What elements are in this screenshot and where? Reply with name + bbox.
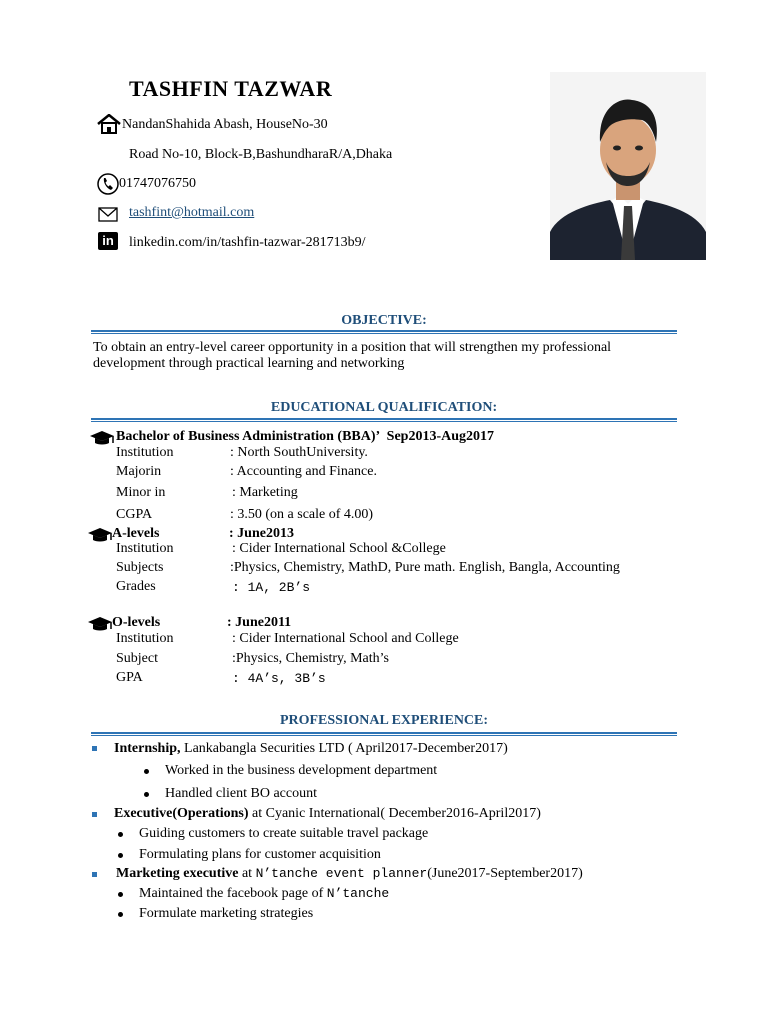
bba-title: Bachelor of Business Administration (BBA)’ [116,429,380,444]
bba-dates: Sep2013-Aug2017 [386,429,495,444]
objective-heading: OBJECTIVE: [341,313,427,328]
address-line-1: NandanShahida Abash, HouseNo-30 [122,117,328,132]
square-bullet-icon [92,812,97,817]
job3-point-1: Maintained the facebook page of [139,886,327,901]
round-bullet-icon [144,792,149,797]
bba-minor-value: : Marketing [232,485,298,500]
alevels-title: A-levels [112,526,160,541]
education-rule [91,418,677,422]
profile-photo [550,72,706,260]
bba-cgpa-value: : 3.50 (on a scale of 4.00) [230,507,374,522]
job2-role: Executive(Operations) [114,806,249,821]
job2-detail: at Cyanic International( December2016-April2017) [248,806,541,821]
job1-point-1: Worked in the business development department [165,763,438,778]
alevels-institution-label: Institution [116,541,174,556]
graduation-cap-icon [89,431,115,450]
olevels-institution-value: : Cider International School and College [232,631,459,646]
graduation-cap-icon [87,617,113,636]
alevels-institution-value: : Cider International School &College [232,541,446,556]
linkedin-icon: in [98,232,118,250]
olevels-title: O-levels [112,615,161,630]
education-heading: EDUCATIONAL QUALIFICATION: [270,400,498,415]
job3-point-1-company: N’tanche [326,886,390,901]
alevels-date: : June2013 [229,526,294,541]
experience-heading: PROFESSIONAL EXPERIENCE: [279,713,489,728]
alevels-subjects-value: :Physics, Chemistry, MathD, Pure math. English, Bangla, Accounting [230,560,620,575]
square-bullet-icon [92,872,97,877]
address-line-2: Road No-10, Block-B,BashundharaR/A,Dhaka [129,147,393,162]
objective-text-line-2: development through practical learning and networking [93,356,405,371]
olevels-gpa-label: GPA [116,670,143,685]
round-bullet-icon [118,912,123,917]
alevels-grades-label: Grades [116,579,156,594]
job3-point-2: Formulate marketing strategies [139,906,314,921]
bba-institution-label: Institution [116,445,174,460]
round-bullet-icon [118,853,123,858]
bba-major-label: Majorin [116,464,162,479]
job1-detail: Lankabangla Securities LTD ( April2017-December2017) [180,741,508,756]
job1-role: Internship, [114,741,181,756]
olevels-subject-label: Subject [116,651,158,666]
phone-icon [97,173,119,200]
alevels-subjects-label: Subjects [116,560,164,575]
experience-rule [91,732,677,736]
square-bullet-icon [92,746,97,751]
olevels-subject-value: :Physics, Chemistry, Math’s [232,651,389,666]
objective-text-line-1: To obtain an entry-level career opportunity in a position that will strengthen my professional [93,340,612,355]
mail-icon [98,207,118,227]
applicant-name: TASHFIN TAZWAR [129,76,333,101]
bba-minor-label: Minor in [116,485,166,500]
home-icon [96,114,122,139]
objective-rule [91,330,677,334]
job3-detail-at: at [238,866,256,881]
round-bullet-icon [118,892,123,897]
linkedin-url: linkedin.com/in/tashfin-tazwar-281713b9/ [129,235,366,250]
phone-number: 01747076750 [119,176,196,191]
job2-point-1: Guiding customers to create suitable travel package [139,826,429,841]
bba-major-value: : Accounting and Finance. [230,464,377,479]
olevels-date: : June2011 [227,615,292,630]
olevels-gpa-value: : 4A’s, 3B’s [232,671,326,686]
round-bullet-icon [144,769,149,774]
job1-point-2: Handled client BO account [165,786,318,801]
olevels-institution-label: Institution [116,631,174,646]
round-bullet-icon [118,832,123,837]
job3-role: Marketing executive [116,866,239,881]
graduation-cap-icon [87,528,113,547]
bba-cgpa-label: CGPA [116,507,153,522]
job3-company: N’tanche event planner [255,866,428,881]
email-link[interactable]: tashfint@hotmail.com [129,205,255,220]
alevels-grades-value: : 1A, 2B’s [232,580,311,595]
bba-institution-value: : North SouthUniversity. [230,445,368,460]
job2-point-2: Formulating plans for customer acquisition [139,847,381,862]
job3-dates: (June2017-September2017) [427,866,583,881]
